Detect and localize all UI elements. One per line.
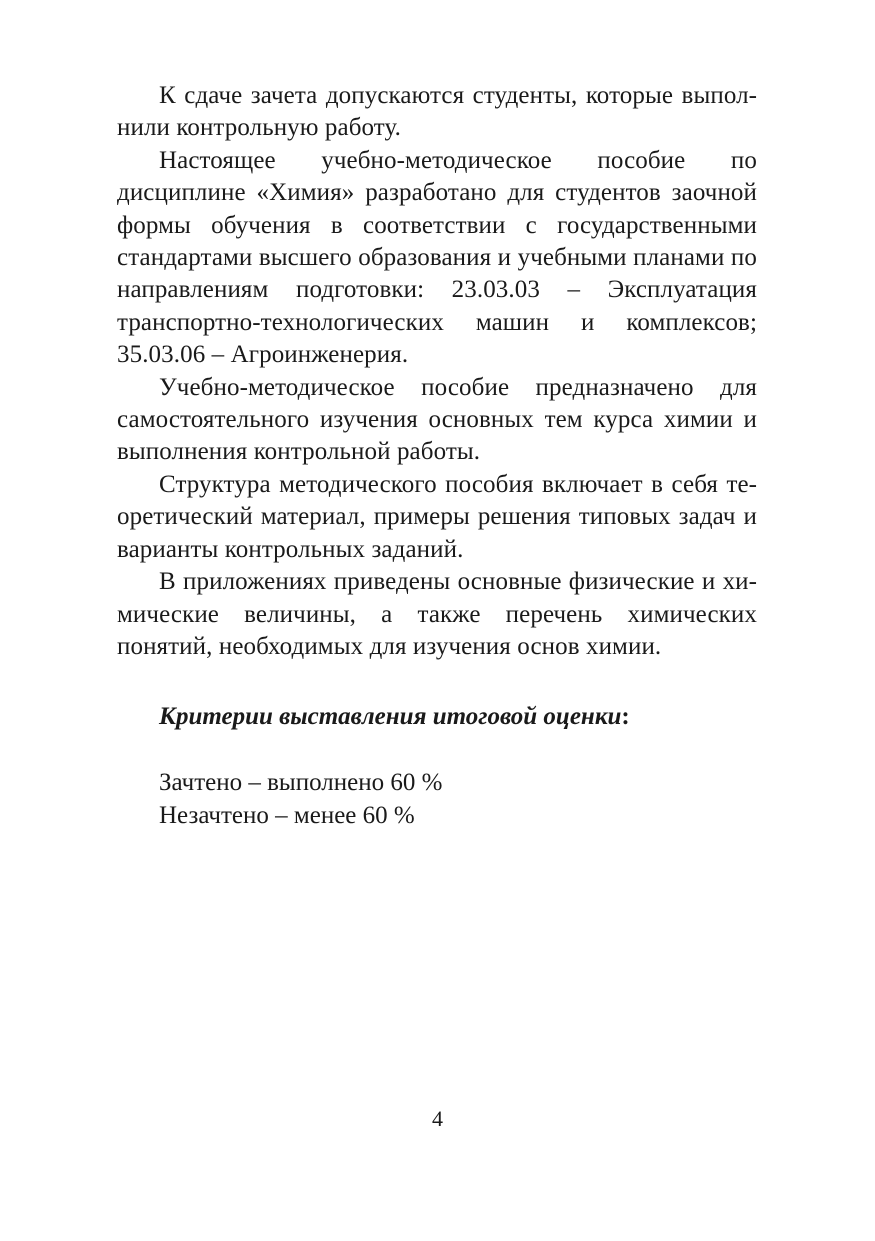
paragraph-intended-use: Учебно-методическое пособие предназначено для самостоятельного изучения основных тем курса химии и выполнения контрольной работы. [117, 373, 757, 466]
page-body [117, 80, 757, 832]
paragraph-admission: К сдаче зачета допускаются студенты, которые выполнили контрольную работу. [117, 82, 757, 142]
criteria-failed: Незачтено – менее 60 % [159, 801, 415, 829]
paragraph-structure: Структура методического пособия включает в себя теоретический материал, примеры решения типовых задач и варианты контрольных заданий. [117, 470, 757, 563]
paragraph-appendices: В приложениях приведены основные физические и химические величины, а также перечень химических понятий, необходимых для изучения основ химии. [117, 568, 757, 660]
paragraph-purpose: Настоящее учебно-методическое пособие по дисциплине «Химия» разработано для студентов заочной формы обучения в соответствии с государственными стандартами высшего образования и учебными планами по направлениям подготовки: 23.03.03 – Эксплуатация транспортно-технологических машин и комплексов; 35.03.06 – Агроинженерия. [117, 146, 757, 369]
criteria-heading-colon: : [621, 703, 630, 731]
criteria-heading [117, 701, 757, 733]
criteria-passed: Зачтено – выполнено 60 % [159, 769, 443, 797]
page-number: 4 [432, 1106, 443, 1131]
criteria-heading-text: Критерии выставления итоговой оценки [159, 703, 622, 731]
criteria-list [117, 767, 757, 832]
